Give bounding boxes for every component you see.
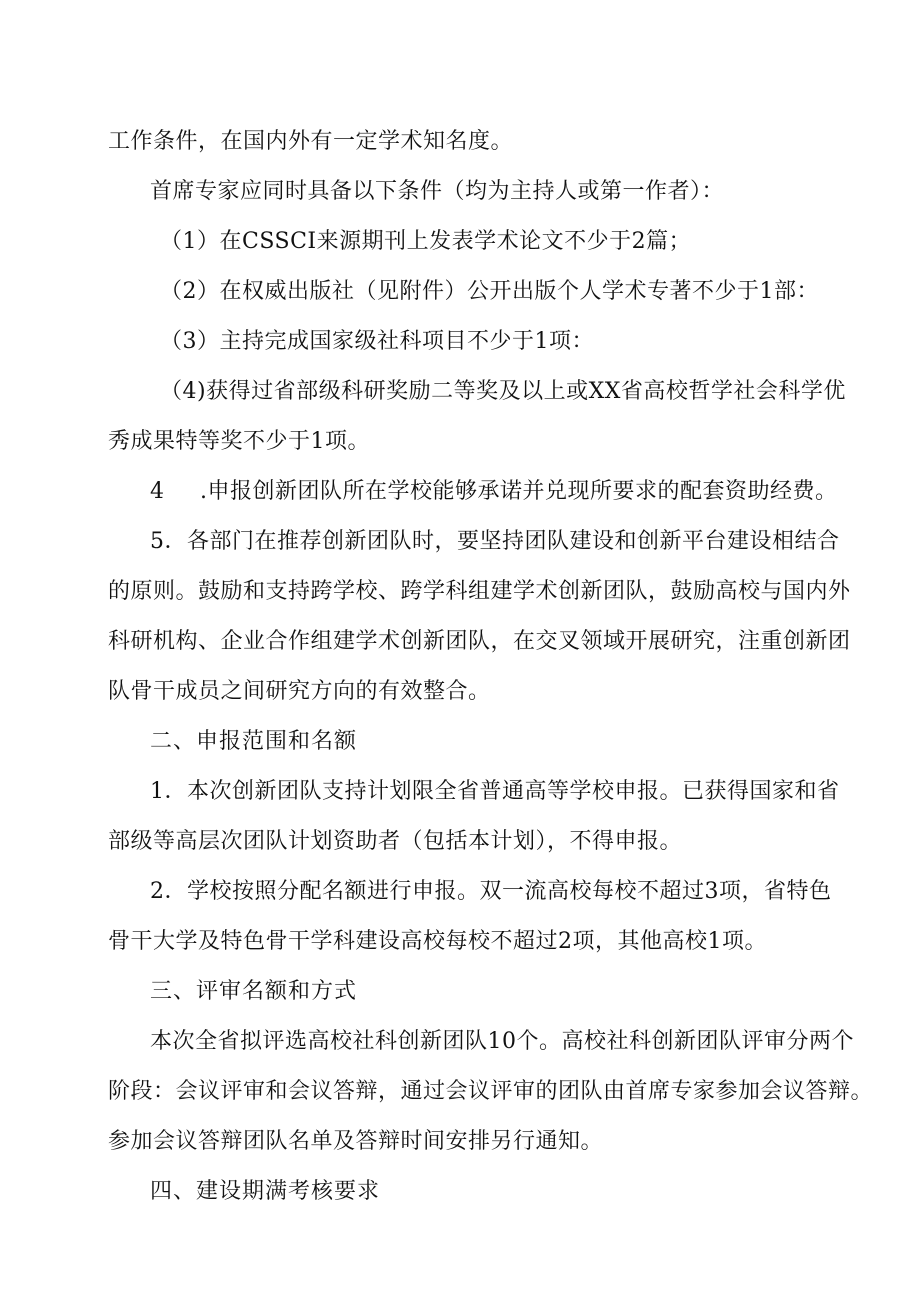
list-item-2: （2）在权威出版社（见附件）公开出版个人学术专著不少于1部： (160, 279, 819, 304)
paragraph-line: 本次全省拟评选高校社科创新团队10个。高校社科创新团队评审分两个 (150, 1029, 854, 1054)
item-4-number: 4 (150, 479, 165, 504)
paragraph-line: 队骨干成员之间研究方向的有效整合。 (108, 679, 491, 704)
list-item-3: （3）主持完成国家级社科项目不少于1项： (160, 329, 594, 354)
section-heading-3: 三、评审名额和方式 (150, 979, 358, 1004)
list-item-4: （4)获得过省部级科研奖励二等奖及以上或XX省高校哲学社会科学优 (160, 379, 846, 404)
item-4-text: .申报创新团队所在学校能够承诺并兑现所要求的配套资助经费。 (200, 479, 838, 504)
section-heading-4: 四、建设期满考核要求 (150, 1179, 381, 1204)
paragraph-line: 首席专家应同时具备以下条件（均为主持人或第一作者）： (150, 179, 725, 204)
paragraph-line: 1．本次创新团队支持计划限全省普通高等学校申报。已获得国家和省 (150, 779, 840, 804)
paragraph-line: 5．各部门在推荐创新团队时，要坚持团队建设和创新平台建设相结合 (150, 529, 840, 554)
paragraph-line: 的原则。鼓励和支持跨学校、跨学科组建学术创新团队，鼓励高校与国内外 (108, 579, 851, 604)
paragraph-line: 骨干大学及特色骨干学科建设高校每校不超过2项，其他高校1项。 (108, 929, 767, 954)
list-item-1: （1）在CSSCI来源期刊上发表学术论文不少于2篇； (160, 229, 692, 254)
paragraph-line: 阶段：会议评审和会议答辩，通过会议评审的团队由首席专家参加会议答辩。 (108, 1079, 874, 1104)
paragraph-line: 2．学校按照分配名额进行申报。双一流高校每校不超过3项，省特色 (150, 879, 832, 904)
paragraph-line: 科研机构、企业合作组建学术创新团队，在交叉领域开展研究，注重创新团 (108, 629, 851, 654)
paragraph-line: 参加会议答辩团队名单及答辩时间安排另行通知。 (108, 1129, 604, 1154)
paragraph-line: 工作条件，在国内外有一定学术知名度。 (108, 129, 514, 154)
section-heading-2: 二、申报范围和名额 (150, 729, 358, 754)
paragraph-line: 秀成果特等奖不少于1项。 (108, 429, 370, 454)
paragraph-line: 部级等高层次团队计划资助者（包括本计划），不得申报。 (108, 829, 683, 854)
